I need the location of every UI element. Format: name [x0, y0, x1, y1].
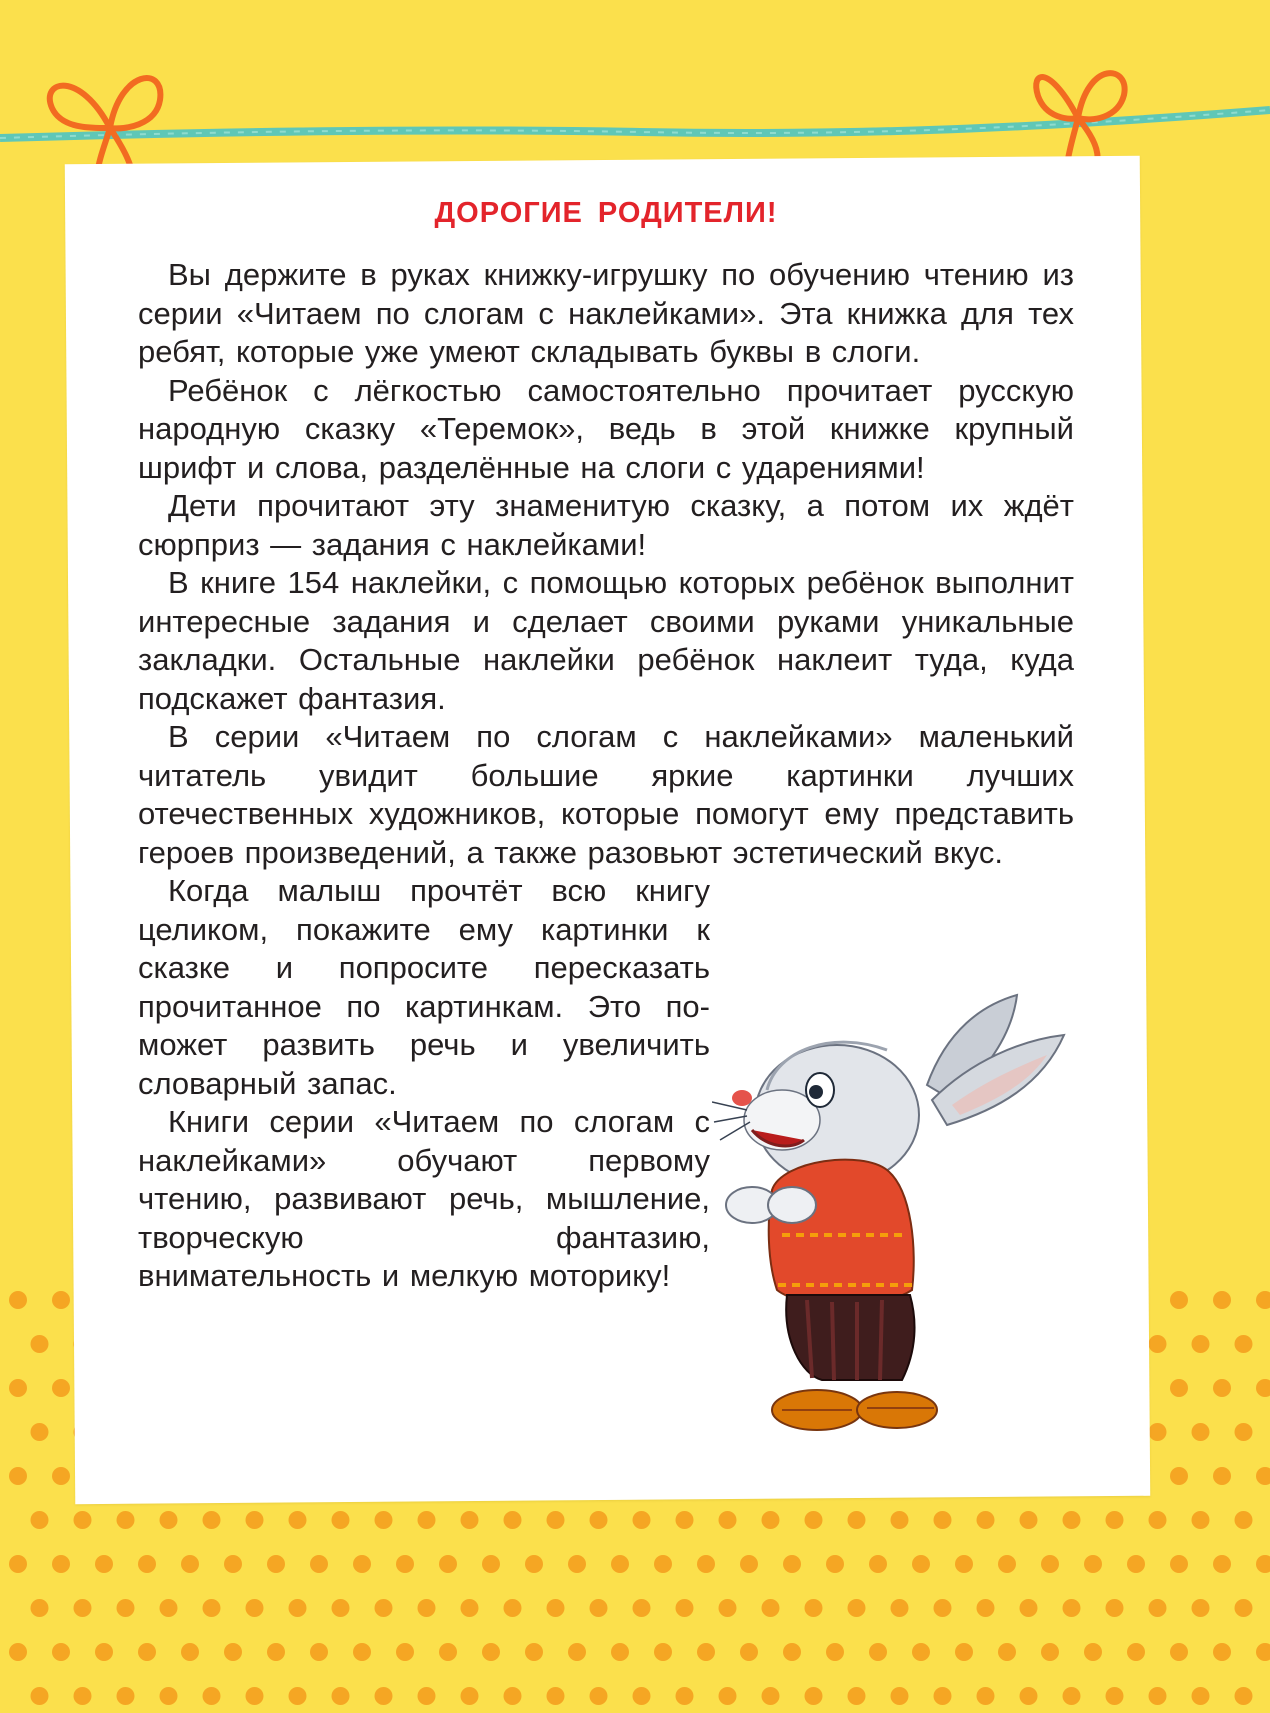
- paragraph-7: Книги серии «Читаем по слогам с наклейками» обучают первому чтению, развивают речь, мышление, творческую фантазию, внимательность и мелкую моторику!: [138, 1104, 710, 1293]
- polka-dot: [1084, 1555, 1102, 1573]
- polka-dot: [891, 1599, 909, 1617]
- paragraph-5: В серии «Читаем по слогам с наклейками» маленький читатель увидит большие яркие картинки лучших отечественных художников, которые помогут ему представить героев произведений, а также разовьют эстетический вкус.: [138, 719, 1074, 870]
- polka-dot: [160, 1687, 178, 1705]
- polka-dot: [461, 1599, 479, 1617]
- polka-dot: [504, 1687, 522, 1705]
- polka-dot: [289, 1511, 307, 1529]
- polka-dot: [1020, 1511, 1038, 1529]
- polka-dot: [52, 1643, 70, 1661]
- polka-dot: [740, 1643, 758, 1661]
- polka-dot: [762, 1599, 780, 1617]
- polka-dot: [439, 1555, 457, 1573]
- polka-dot: [611, 1555, 629, 1573]
- polka-dot: [1170, 1555, 1188, 1573]
- polka-dot: [246, 1599, 264, 1617]
- polka-dot: [740, 1555, 758, 1573]
- polka-dot: [1192, 1599, 1210, 1617]
- polka-dot: [805, 1687, 823, 1705]
- polka-dot: [138, 1643, 156, 1661]
- polka-dot: [267, 1643, 285, 1661]
- polka-dot: [1213, 1643, 1231, 1661]
- polka-dot: [203, 1511, 221, 1529]
- polka-dot: [504, 1511, 522, 1529]
- polka-dot: [998, 1643, 1016, 1661]
- polka-dot: [418, 1511, 436, 1529]
- polka-dot: [762, 1511, 780, 1529]
- polka-dot: [1235, 1423, 1253, 1441]
- polka-dot: [654, 1555, 672, 1573]
- polka-dot: [418, 1599, 436, 1617]
- polka-dot: [9, 1291, 27, 1309]
- polka-dot: [375, 1687, 393, 1705]
- polka-dot: [891, 1511, 909, 1529]
- polka-dot: [52, 1291, 70, 1309]
- polka-dot: [955, 1555, 973, 1573]
- polka-dot: [52, 1379, 70, 1397]
- polka-dot: [1213, 1379, 1231, 1397]
- polka-dot: [504, 1599, 522, 1617]
- polka-dot: [289, 1687, 307, 1705]
- polka-dot: [697, 1643, 715, 1661]
- polka-dot: [1192, 1423, 1210, 1441]
- polka-dot: [1235, 1599, 1253, 1617]
- polka-dot: [590, 1687, 608, 1705]
- polka-dot: [353, 1555, 371, 1573]
- polka-dot: [568, 1643, 586, 1661]
- paragraph-1: Вы держите в руках книжку-игрушку по обучению чтению из серии «Читаем по слогам с наклейками». Эта книжка для тех ребят, которые уже умеют складывать буквы в слоги.: [138, 257, 1074, 369]
- polka-dot: [1213, 1555, 1231, 1573]
- polka-dot: [95, 1555, 113, 1573]
- polka-dot: [332, 1511, 350, 1529]
- polka-dot: [1084, 1643, 1102, 1661]
- polka-dot: [52, 1555, 70, 1573]
- polka-dot: [783, 1643, 801, 1661]
- polka-dot: [181, 1555, 199, 1573]
- polka-dot: [547, 1599, 565, 1617]
- polka-dot: [633, 1511, 651, 1529]
- polka-dot: [1170, 1379, 1188, 1397]
- polka-dot: [1256, 1555, 1270, 1573]
- polka-dot: [977, 1687, 995, 1705]
- polka-dot: [181, 1643, 199, 1661]
- polka-dot: [869, 1555, 887, 1573]
- polka-dot: [160, 1599, 178, 1617]
- polka-dot: [934, 1687, 952, 1705]
- polka-dot: [461, 1511, 479, 1529]
- polka-dot: [654, 1643, 672, 1661]
- polka-dot: [1235, 1511, 1253, 1529]
- polka-dot: [439, 1643, 457, 1661]
- polka-dot: [1149, 1423, 1167, 1441]
- polka-dot: [633, 1687, 651, 1705]
- polka-dot: [912, 1643, 930, 1661]
- polka-dot: [934, 1511, 952, 1529]
- polka-dot: [396, 1643, 414, 1661]
- polka-dot: [224, 1555, 242, 1573]
- polka-dot: [805, 1599, 823, 1617]
- polka-dot: [525, 1555, 543, 1573]
- polka-dot: [310, 1643, 328, 1661]
- polka-dot: [1235, 1335, 1253, 1353]
- polka-dot: [1106, 1687, 1124, 1705]
- polka-dot: [826, 1643, 844, 1661]
- polka-dot: [1063, 1511, 1081, 1529]
- polka-dot: [977, 1511, 995, 1529]
- polka-dot: [1149, 1335, 1167, 1353]
- polka-dot: [117, 1511, 135, 1529]
- polka-dot: [1170, 1643, 1188, 1661]
- polka-dot: [869, 1643, 887, 1661]
- polka-dot: [1063, 1599, 1081, 1617]
- polka-dot: [31, 1335, 49, 1353]
- polka-dot: [590, 1511, 608, 1529]
- polka-dot: [1235, 1687, 1253, 1705]
- polka-dot: [1149, 1687, 1167, 1705]
- polka-dot: [1213, 1291, 1231, 1309]
- polka-dot: [676, 1687, 694, 1705]
- polka-dot: [1170, 1291, 1188, 1309]
- polka-dot: [611, 1643, 629, 1661]
- polka-dot: [1192, 1511, 1210, 1529]
- polka-dot: [332, 1599, 350, 1617]
- polka-dot: [848, 1511, 866, 1529]
- polka-dot: [676, 1511, 694, 1529]
- polka-dot: [396, 1555, 414, 1573]
- polka-dot: [1256, 1643, 1270, 1661]
- polka-dot: [1106, 1511, 1124, 1529]
- polka-dot: [912, 1555, 930, 1573]
- polka-dot: [289, 1599, 307, 1617]
- polka-dot: [31, 1423, 49, 1441]
- paragraph-2: Ребёнок с лёгкостью самостоятельно прочитает русскую народную сказку «Теремок», ведь в этой книжке крупный шрифт и слова, разделённые на слоги с ударениями!: [138, 372, 1074, 485]
- polka-dot: [1063, 1687, 1081, 1705]
- polka-dot: [332, 1687, 350, 1705]
- polka-dot: [1127, 1555, 1145, 1573]
- polka-dot: [52, 1467, 70, 1485]
- polka-dot: [891, 1687, 909, 1705]
- polka-dot: [697, 1555, 715, 1573]
- polka-dot: [375, 1599, 393, 1617]
- paragraph-4: В книге 154 наклейки, с помощью которых ребёнок выполнит интересные задания и сделает своими руками уникальные закладки. Остальные наклейки ребёнок наклеит туда, куда подскажет фантазия.: [138, 565, 1074, 716]
- polka-dot: [633, 1599, 651, 1617]
- polka-dot: [977, 1599, 995, 1617]
- polka-dot: [590, 1599, 608, 1617]
- polka-dot: [1256, 1379, 1270, 1397]
- polka-dot: [934, 1599, 952, 1617]
- polka-dot: [719, 1687, 737, 1705]
- polka-dot: [1192, 1687, 1210, 1705]
- hare-in-red-shirt-illustration: [712, 990, 1072, 1470]
- polka-dot: [848, 1687, 866, 1705]
- polka-dot: [31, 1511, 49, 1529]
- polka-dot: [955, 1643, 973, 1661]
- polka-dot: [117, 1599, 135, 1617]
- polka-dot: [9, 1643, 27, 1661]
- polka-dot: [1041, 1643, 1059, 1661]
- polka-dot: [246, 1687, 264, 1705]
- polka-dot: [9, 1467, 27, 1485]
- polka-dot: [1170, 1467, 1188, 1485]
- polka-dot: [203, 1599, 221, 1617]
- polka-dot: [719, 1511, 737, 1529]
- polka-dot: [1256, 1291, 1270, 1309]
- polka-dot: [9, 1379, 27, 1397]
- polka-dot: [1127, 1643, 1145, 1661]
- polka-dot: [310, 1555, 328, 1573]
- polka-dot: [74, 1599, 92, 1617]
- polka-dot: [375, 1511, 393, 1529]
- polka-dot: [676, 1599, 694, 1617]
- polka-dot: [31, 1687, 49, 1705]
- polka-dot: [482, 1643, 500, 1661]
- polka-dot: [267, 1555, 285, 1573]
- polka-dot: [1020, 1687, 1038, 1705]
- polka-dot: [224, 1643, 242, 1661]
- polka-dot: [547, 1687, 565, 1705]
- polka-dot: [246, 1511, 264, 1529]
- polka-dot: [117, 1687, 135, 1705]
- polka-dot: [1213, 1467, 1231, 1485]
- polka-dot: [762, 1687, 780, 1705]
- polka-dot: [418, 1687, 436, 1705]
- polka-dot: [138, 1555, 156, 1573]
- polka-dot: [547, 1511, 565, 1529]
- polka-dot: [1106, 1599, 1124, 1617]
- polka-dot: [461, 1687, 479, 1705]
- polka-dot: [31, 1599, 49, 1617]
- polka-dot: [998, 1555, 1016, 1573]
- polka-dot: [848, 1599, 866, 1617]
- polka-dot: [783, 1555, 801, 1573]
- polka-dot: [1192, 1335, 1210, 1353]
- polka-dot: [719, 1599, 737, 1617]
- polka-dot: [203, 1687, 221, 1705]
- page-title: ДОРОГИЕ РОДИТЕЛИ!: [434, 197, 778, 229]
- polka-dot: [1149, 1599, 1167, 1617]
- polka-dot: [353, 1643, 371, 1661]
- polka-dot: [482, 1555, 500, 1573]
- polka-dot: [95, 1643, 113, 1661]
- polka-dot: [74, 1511, 92, 1529]
- paragraph-3: Дети прочитают эту знаменитую сказку, а потом их ждёт сюрприз — задания с наклейками!: [138, 488, 1074, 562]
- polka-dot: [9, 1555, 27, 1573]
- polka-dot: [1020, 1599, 1038, 1617]
- polka-dot: [1149, 1511, 1167, 1529]
- paragraph-6: Когда малыш прочтёт всю книгу целиком, покажите ему картинки к сказке и попросите пересказать прочитанное по картинкам. Это поможет развить речь и увеличить словарный запас.: [138, 873, 710, 1101]
- polka-dot: [1256, 1467, 1270, 1485]
- polka-dot: [826, 1555, 844, 1573]
- polka-dot: [74, 1687, 92, 1705]
- polka-dot: [805, 1511, 823, 1529]
- polka-dot: [160, 1511, 178, 1529]
- polka-dot: [1041, 1555, 1059, 1573]
- polka-dot: [525, 1643, 543, 1661]
- polka-dot: [568, 1555, 586, 1573]
